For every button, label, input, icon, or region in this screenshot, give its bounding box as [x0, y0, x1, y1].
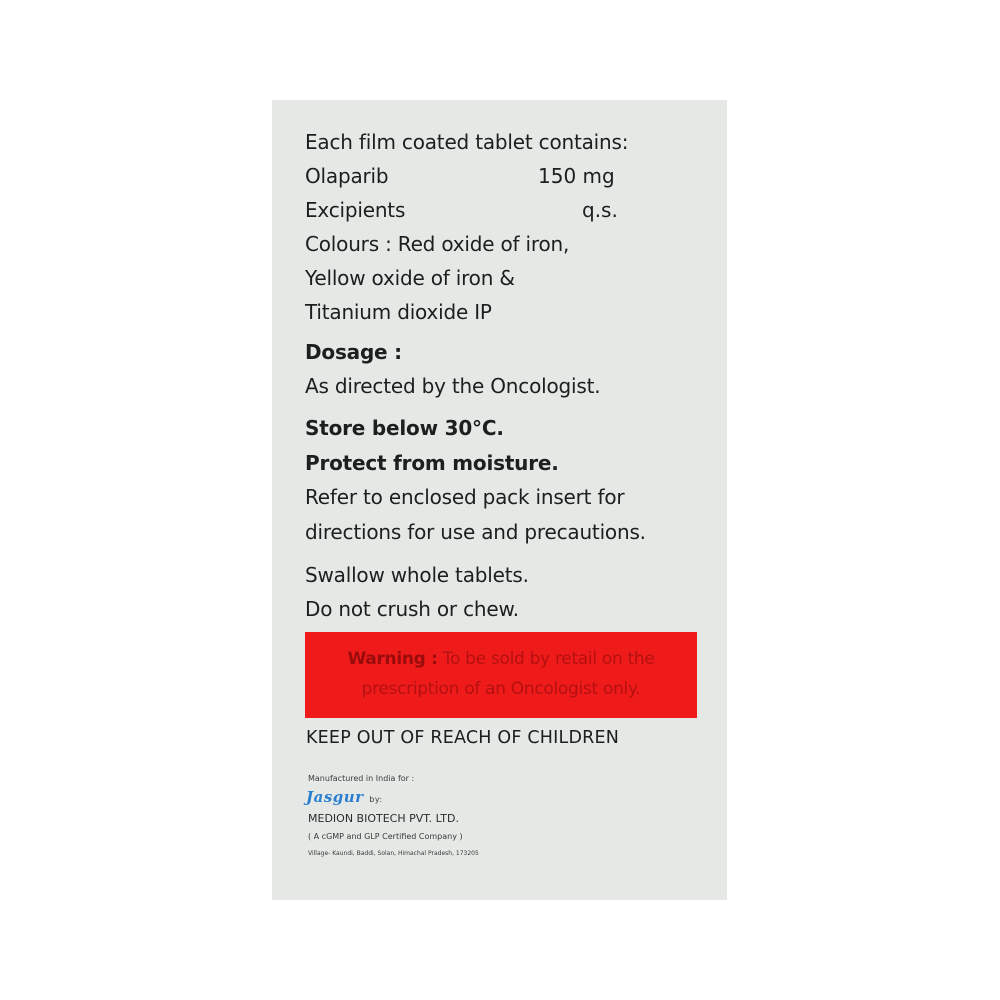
warning-line-1 — [305, 649, 697, 669]
brand-by-label: by: — [369, 795, 383, 804]
warning-box — [305, 632, 697, 718]
warning-label: Warning : — [347, 649, 438, 669]
manufacturer-address: Village- Kaundi, Baddi, Solan, Himachal Pradesh, 173205 — [308, 850, 479, 857]
swallow-instruction: Swallow whole tablets. — [305, 563, 529, 587]
warning-line-2: prescription of an Oncologist only. — [361, 679, 641, 699]
dosage-heading: Dosage : — [305, 340, 402, 364]
crush-instruction: Do not crush or chew. — [305, 597, 519, 621]
colours-line-2: Yellow oxide of iron & — [305, 266, 515, 290]
colours-line-3: Titanium dioxide IP — [305, 300, 492, 324]
storage-temperature: Store below 30°C. — [305, 416, 504, 440]
refer-insert-line-2: directions for use and precautions. — [305, 520, 646, 544]
brand-logo — [306, 788, 383, 806]
manufactured-for-label: Manufactured in India for : — [308, 774, 415, 783]
ingredient-name-olaparib: Olaparib — [305, 164, 389, 188]
manufacturer-certification: ( A cGMP and GLP Certified Company ) — [308, 832, 463, 841]
storage-moisture: Protect from moisture. — [305, 451, 559, 475]
composition-heading: Each film coated tablet contains: — [305, 130, 629, 154]
colours-line-1: Colours : Red oxide of iron, — [305, 232, 570, 256]
keep-out-of-reach-notice: KEEP OUT OF REACH OF CHILDREN — [306, 728, 620, 748]
medicine-carton-panel — [272, 100, 727, 900]
ingredient-name-excipients: Excipients — [305, 198, 406, 222]
ingredient-amount-excipients: q.s. — [582, 198, 618, 222]
warning-text-1: To be sold by retail on the — [442, 649, 655, 669]
brand-logo-text: Jasgur — [306, 788, 364, 806]
dosage-text: As directed by the Oncologist. — [305, 374, 601, 398]
ingredient-amount-olaparib: 150 mg — [538, 164, 615, 188]
refer-insert-line-1: Refer to enclosed pack insert for — [305, 485, 625, 509]
manufacturer-company: MEDION BIOTECH PVT. LTD. — [308, 812, 459, 825]
